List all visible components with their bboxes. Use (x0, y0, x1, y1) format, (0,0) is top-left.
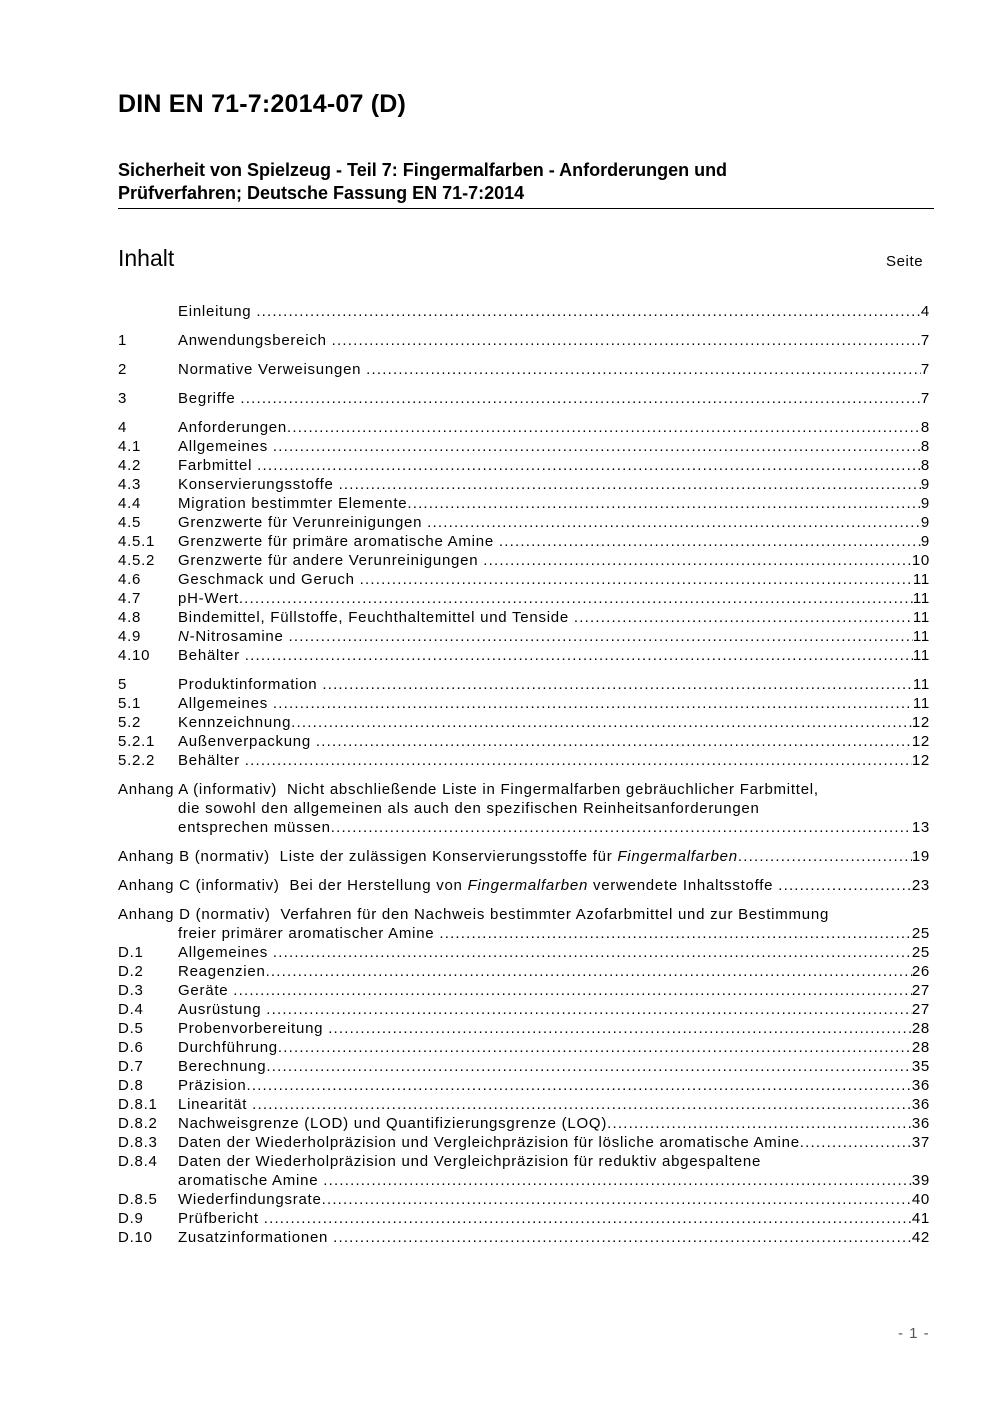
toc-group (118, 876, 930, 895)
toc-entry[interactable] (118, 302, 930, 321)
toc-entry-page: 8 (920, 438, 930, 455)
toc-entry[interactable] (118, 627, 930, 646)
dot-leader (245, 646, 913, 665)
toc-entry-page: 9 (920, 533, 930, 550)
toc-entry-title: Grenzwerte für andere Verunreinigungen (178, 552, 484, 569)
toc-entry-number: 4.5.1 (118, 533, 156, 550)
toc-entry-number: 5.2.1 (118, 733, 156, 750)
toc-entry-page: 4 (920, 303, 930, 320)
toc-entry-page: 11 (912, 695, 930, 712)
dot-leader (407, 494, 921, 513)
toc-entry[interactable] (118, 1038, 930, 1057)
table-of-contents (118, 302, 930, 1247)
toc-entry-page: 9 (920, 495, 930, 512)
toc-entry[interactable] (118, 847, 930, 866)
toc-entry-number: 4 (118, 419, 128, 436)
toc-entry-page: 39 (911, 1172, 930, 1189)
toc-entry-page: 10 (911, 552, 930, 569)
toc-entry-title: entsprechen müssen (178, 819, 331, 836)
toc-entry-title: Behälter (178, 752, 245, 769)
dot-leader (607, 1114, 912, 1133)
toc-entry[interactable] (118, 551, 930, 570)
dot-leader (287, 418, 921, 437)
indent (118, 924, 178, 943)
toc-entry[interactable] (118, 608, 930, 627)
toc-entry[interactable] (118, 1114, 930, 1133)
toc-entry[interactable] (118, 1095, 930, 1114)
toc-entry-number: D.8.5 (118, 1191, 158, 1208)
toc-entry-page: 35 (911, 1058, 930, 1075)
toc-entry-page: 7 (920, 390, 930, 407)
dot-leader (316, 732, 912, 751)
toc-entry-title: Begriffe (178, 390, 241, 407)
toc-entry[interactable] (118, 646, 930, 665)
dot-leader (439, 924, 911, 943)
toc-entry[interactable] (118, 513, 930, 532)
toc-entry-page: 36 (911, 1115, 930, 1132)
dot-leader (333, 1228, 912, 1247)
toc-entry-page: 11 (912, 590, 930, 607)
toc-entry-number: D.7 (118, 1058, 144, 1075)
toc-entry-title: Prüfbericht (178, 1210, 264, 1227)
toc-entry[interactable] (118, 876, 930, 895)
toc-entry-title: freier primärer aromatischer Amine (178, 925, 440, 942)
toc-entry-number: D.5 (118, 1020, 144, 1037)
toc-entry-page: 36 (911, 1096, 930, 1113)
toc-entry-page: 12 (911, 714, 930, 731)
indent (118, 818, 178, 837)
toc-entry-page: 36 (911, 1077, 930, 1094)
dot-leader (278, 1038, 912, 1057)
toc-group (118, 360, 930, 379)
toc-entry-page: 12 (911, 733, 930, 750)
toc-entry[interactable] (118, 1133, 930, 1152)
contents-heading: Inhalt (118, 245, 175, 271)
toc-entry-number: 5 (118, 676, 128, 693)
toc-entry-page: 11 (912, 571, 930, 588)
dot-leader (778, 876, 912, 895)
toc-entry-title: Grenzwerte für Verunreinigungen (178, 514, 428, 531)
subtitle-line: Sicherheit von Spielzeug - Teil 7: Fingermalfarben - Anforderungen und (118, 160, 728, 180)
toc-entry-title: Geschmack und Geruch (178, 571, 360, 588)
toc-entry[interactable] (118, 437, 930, 456)
toc-entry-number: 5.2.2 (118, 752, 156, 769)
toc-entry-page: 7 (920, 361, 930, 378)
italic-term: Fingermalfarben (467, 877, 589, 894)
toc-entry[interactable] (118, 331, 930, 350)
toc-entry-title: Außenverpackung (178, 733, 316, 750)
dot-leader (256, 302, 921, 321)
dot-leader (427, 513, 921, 532)
toc-entry-title: Reagenzien (178, 963, 266, 980)
toc-entry-line (118, 780, 930, 799)
indent (118, 799, 178, 818)
toc-entry-title: Allgemeines (178, 944, 273, 961)
toc-entry[interactable] (118, 1228, 930, 1247)
toc-entry-title (118, 847, 738, 866)
dot-leader (264, 1209, 912, 1228)
toc-group (118, 331, 930, 350)
toc-entry-line (118, 905, 930, 924)
title-segment: -Nitrosamine (189, 628, 289, 645)
toc-entry-number: 4.6 (118, 571, 142, 588)
toc-entry[interactable] (118, 456, 930, 475)
toc-entry-page: 19 (911, 848, 930, 865)
toc-entry-title: Allgemeines (178, 438, 273, 455)
dot-leader (245, 751, 912, 770)
dot-leader (273, 694, 913, 713)
toc-entry-number: 4.7 (118, 590, 142, 607)
dot-leader (574, 608, 913, 627)
toc-entry-number: 5.1 (118, 695, 142, 712)
page-column-label: Seite (886, 253, 924, 270)
dot-leader (246, 1076, 911, 1095)
toc-entry-title: Behälter (178, 647, 245, 664)
dot-leader (328, 1019, 912, 1038)
toc-entry-title: Wiederfindungsrate (178, 1191, 322, 1208)
toc-entry-page: 9 (920, 476, 930, 493)
toc-entry[interactable] (118, 818, 930, 837)
toc-entry-title: Linearität (178, 1096, 253, 1113)
toc-entry-page: 37 (911, 1134, 930, 1151)
toc-entry-page: 11 (912, 647, 930, 664)
toc-entry[interactable] (118, 694, 930, 713)
toc-entry[interactable] (118, 570, 930, 589)
toc-entry-title: Migration bestimmter Elemente (178, 495, 408, 512)
toc-entry[interactable] (118, 1076, 930, 1095)
dot-leader (257, 456, 921, 475)
dot-leader (240, 389, 921, 408)
toc-entry-title (178, 627, 289, 646)
toc-entry-page: 41 (911, 1210, 930, 1227)
toc-entry-title: Farbmittel (178, 457, 258, 474)
toc-entry[interactable] (118, 1057, 930, 1076)
toc-entry-page: 23 (911, 877, 930, 894)
dot-leader (291, 713, 912, 732)
toc-entry-number: 3 (118, 390, 128, 407)
dot-leader (332, 331, 921, 350)
toc-entry-number (118, 1171, 178, 1190)
toc-entry-title (118, 876, 778, 895)
title-segment: Anhang C (informativ) Bei der Herstellung von (118, 877, 468, 894)
toc-entry-title: Anhang A (informativ) Nicht abschließende Liste in Fingermalfarben gebräuchlicher Farbmittel, (118, 781, 819, 798)
toc-entry-page: 28 (911, 1039, 930, 1056)
toc-entry-number: 1 (118, 332, 128, 349)
toc-group (118, 418, 930, 665)
italic-term: Fingermalfarben (617, 848, 738, 865)
toc-entry-title: pH-Wert (178, 590, 239, 607)
toc-entry-number: D.1 (118, 944, 144, 961)
toc-entry-title: Daten der Wiederholpräzision und Vergleichpräzision für lösliche aromatische Amine (178, 1134, 800, 1151)
toc-entry-number: 4.10 (118, 647, 151, 664)
toc-entry-page: 27 (911, 982, 930, 999)
toc-entry-title: Kennzeichnung (178, 714, 292, 731)
toc-entry-title: Präzision (178, 1077, 247, 1094)
toc-entry-page: 42 (911, 1229, 930, 1246)
toc-entry[interactable] (118, 943, 930, 962)
toc-entry-number (118, 302, 178, 321)
page-number: - 1 - (898, 1325, 930, 1342)
title-segment: Anhang B (normativ) Liste der zulässigen Konservierungsstoffe für (118, 848, 618, 865)
toc-entry-number: D.2 (118, 963, 144, 980)
dot-leader (360, 570, 913, 589)
toc-entry-page: 8 (920, 419, 930, 436)
toc-entry-title: Anhang D (normativ) Verfahren für den Nachweis bestimmter Azofarbmittel und zur Bestimmung (118, 906, 830, 923)
toc-entry-page: 9 (920, 514, 930, 531)
toc-entry[interactable] (118, 675, 930, 694)
dot-leader (499, 532, 921, 551)
toc-entry-number: 4.1 (118, 438, 142, 455)
toc-entry[interactable] (118, 713, 930, 732)
toc-entry-title: Normative Verweisungen (178, 361, 367, 378)
dot-leader (323, 1171, 912, 1190)
italic-term: N (178, 628, 190, 645)
document-subtitle (118, 159, 934, 209)
toc-entry-page: 11 (912, 628, 930, 645)
toc-entry-page: 12 (911, 752, 930, 769)
toc-entry-page: 8 (920, 457, 930, 474)
dot-leader (273, 943, 912, 962)
toc-entry[interactable] (118, 475, 930, 494)
toc-entry-number: D.4 (118, 1001, 144, 1018)
dot-leader (252, 1095, 912, 1114)
title-segment: verwendete Inhaltsstoffe (588, 877, 779, 894)
toc-entry-number: 4.8 (118, 609, 142, 626)
toc-entry-title: die sowohl den allgemeinen als auch den spezifischen Reinheitsanforderungen (178, 800, 760, 817)
toc-entry-number: D.9 (118, 1210, 144, 1227)
toc-entry-page: 28 (911, 1020, 930, 1037)
toc-entry-title: Bindemittel, Füllstoffe, Feuchthaltemittel und Tenside (178, 609, 574, 626)
dot-leader (289, 627, 913, 646)
toc-entry[interactable] (118, 1000, 930, 1019)
dot-leader (266, 962, 912, 981)
toc-group (118, 302, 930, 321)
toc-entry-title: Anwendungsbereich (178, 332, 332, 349)
toc-group (118, 780, 930, 837)
toc-entry-title: Daten der Wiederholpräzision und Vergleichpräzision für reduktiv abgespaltene (178, 1153, 762, 1170)
dot-leader (339, 475, 921, 494)
toc-entry-page: 40 (911, 1191, 930, 1208)
toc-entry-title: Ausrüstung (178, 1001, 267, 1018)
dot-leader (483, 551, 912, 570)
toc-entry-number: D.6 (118, 1039, 144, 1056)
toc-entry-number: 5.2 (118, 714, 142, 731)
toc-entry-title: Konservierungsstoffe (178, 476, 339, 493)
toc-entry-number: 2 (118, 361, 128, 378)
dot-leader (273, 437, 921, 456)
toc-entry[interactable] (118, 962, 930, 981)
toc-entry-number: 4.5.2 (118, 552, 156, 569)
toc-entry[interactable] (118, 981, 930, 1000)
dot-leader (800, 1133, 912, 1152)
toc-entry-number: 4.9 (118, 628, 142, 645)
toc-entry-number: D.8.1 (118, 1096, 158, 1113)
toc-entry[interactable] (118, 360, 930, 379)
toc-entry[interactable] (118, 494, 930, 513)
toc-entry[interactable] (118, 751, 930, 770)
toc-entry[interactable] (118, 732, 930, 751)
toc-entry[interactable] (118, 1209, 930, 1228)
toc-entry-page: 26 (911, 963, 930, 980)
toc-entry-number: D.3 (118, 982, 144, 999)
dot-leader (322, 1190, 912, 1209)
toc-entry-number: D.8.2 (118, 1115, 158, 1132)
dot-leader (322, 675, 913, 694)
toc-entry-title: Zusatzinformationen (178, 1229, 334, 1246)
toc-entry-number: D.8 (118, 1077, 144, 1094)
toc-entry-title: Berechnung (178, 1058, 267, 1075)
toc-entry-title: Einleitung (178, 303, 257, 320)
toc-entry[interactable] (118, 1190, 930, 1209)
toc-entry[interactable] (118, 532, 930, 551)
toc-entry[interactable] (118, 1171, 930, 1190)
toc-entry-title: Nachweisgrenze (LOD) und Quantifizierungsgrenze (LOQ) (178, 1115, 608, 1132)
toc-entry-number: 4.2 (118, 457, 142, 474)
toc-entry[interactable] (118, 1019, 930, 1038)
toc-entry-title: Produktinformation (178, 676, 323, 693)
toc-entry-number: 4.3 (118, 476, 142, 493)
dot-leader (233, 981, 912, 1000)
toc-entry[interactable] (118, 589, 930, 608)
toc-entry-number: D.8.4 (118, 1153, 158, 1170)
toc-entry-title: Grenzwerte für primäre aromatische Amine (178, 533, 499, 550)
dot-leader (738, 847, 912, 866)
toc-entry[interactable] (118, 389, 930, 408)
toc-entry-title: Anforderungen (178, 419, 287, 436)
toc-entry-number: 4.4 (118, 495, 142, 512)
dot-leader (266, 1057, 911, 1076)
toc-entry-number: D.10 (118, 1229, 153, 1246)
toc-group (118, 905, 930, 1247)
toc-entry-line (118, 799, 930, 818)
toc-entry-page: 25 (911, 925, 930, 942)
toc-entry[interactable] (118, 418, 930, 437)
toc-entry-page: 11 (912, 609, 930, 626)
subtitle-line: Prüfverfahren; Deutsche Fassung EN 71-7:2014 (118, 183, 525, 203)
toc-group (118, 847, 930, 866)
toc-group (118, 389, 930, 408)
toc-entry-title: Probenvorbereitung (178, 1020, 329, 1037)
toc-entry[interactable] (118, 924, 930, 943)
document-title: DIN EN 71-7:2014-07 (D) (118, 90, 407, 118)
toc-entry-number: D.8.3 (118, 1134, 158, 1151)
toc-group (118, 675, 930, 770)
toc-entry-page: 13 (911, 819, 930, 836)
toc-entry-line (118, 1152, 930, 1171)
dot-leader (266, 1000, 912, 1019)
toc-entry-page: 27 (911, 1001, 930, 1018)
toc-entry-title: Allgemeines (178, 695, 273, 712)
dot-leader (239, 589, 913, 608)
toc-entry-title: aromatische Amine (178, 1172, 324, 1189)
toc-entry-title: Geräte (178, 982, 234, 999)
dot-leader (331, 818, 912, 837)
toc-entry-number: 4.5 (118, 514, 142, 531)
toc-entry-title: Durchführung (178, 1039, 278, 1056)
toc-entry-page: 7 (920, 332, 930, 349)
toc-entry-page: 11 (912, 676, 930, 693)
dot-leader (366, 360, 921, 379)
toc-entry-page: 25 (911, 944, 930, 961)
